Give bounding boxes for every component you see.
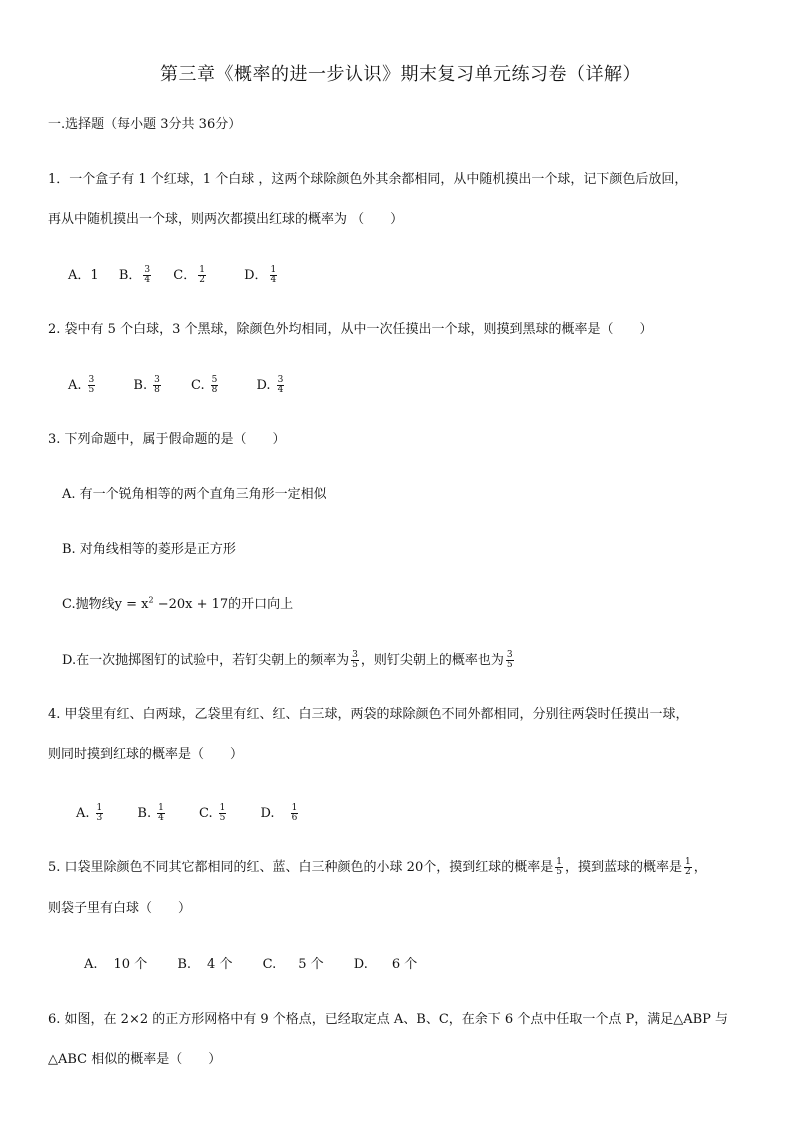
q2-text-line1: 2. 袋中有 5 个白球，3 个黑球，除颜色外均相同，从中一次任摸出一个球，则摸到黑球的概率是（ ） xyxy=(48,322,653,337)
q5-option-c[interactable]: C. 5 个 xyxy=(262,957,324,972)
fraction: $\frac{5}{8}$ xyxy=(211,375,218,395)
q1-text-line2: 再从中随机摸出一个球，则两次都摸出红球的概率为 （ ） xyxy=(48,212,404,227)
q2-option-a[interactable]: A. $\frac{3}{5}$ xyxy=(68,375,95,395)
q3-option-b[interactable]: B. 对角线相等的菱形是正方形 xyxy=(62,542,236,557)
q6-text-line2: △ABC 相似的概率是（ ） xyxy=(48,1052,222,1067)
q2-option-b[interactable]: B. $\frac{3}{8}$ xyxy=(133,375,160,395)
q2-options xyxy=(68,376,302,395)
fraction: $\frac{3}{4}$ xyxy=(144,265,151,285)
fraction: $\frac{3}{5}$ xyxy=(506,650,513,670)
fraction: $\frac{1}{4}$ xyxy=(270,265,277,285)
q1-text-line1: 1．一个盒子有 1 个红球，1 个白球 ，这两个球除颜色外其余都相同，从中随机摸出一个球，记下颜色后放回， xyxy=(48,172,688,187)
q4-option-a[interactable]: A. $\frac{1}{3}$ xyxy=(76,803,103,823)
fraction: $\frac{1}{6}$ xyxy=(291,803,298,823)
q5-option-a[interactable]: A. 10 个 xyxy=(84,957,148,972)
fraction: $\frac{1}{5}$ xyxy=(556,857,562,877)
q1-options xyxy=(68,266,295,285)
fraction: $\frac{1}{2}$ xyxy=(199,265,205,285)
document-title: 第三章《概率的进一步认识》期末复习单元练习卷（详解） xyxy=(160,64,641,85)
fraction: $\frac{3}{5}$ xyxy=(88,375,95,395)
q2-option-c[interactable]: C. $\frac{5}{8}$ xyxy=(190,375,218,395)
q5-text-line2: 则袋子里有白球（ ） xyxy=(48,901,192,916)
q4-options xyxy=(76,804,316,823)
q1-option-c[interactable]: C． $\frac{1}{2}$ xyxy=(173,265,205,285)
q4-option-b[interactable]: B. $\frac{1}{4}$ xyxy=(137,803,164,823)
fraction: $\frac{3}{5}$ xyxy=(352,650,358,670)
fraction: $\frac{1}{5}$ xyxy=(219,803,226,823)
fraction: $\frac{3}{4}$ xyxy=(277,375,284,395)
q3-text-line1: 3. 下列命题中，属于假命题的是（ ） xyxy=(48,432,286,447)
q5-option-b[interactable]: B. 4 个 xyxy=(177,957,233,972)
q3-option-a[interactable]: A. 有一个锐角相等的两个直角三角形一定相似 xyxy=(62,487,327,502)
fraction: $\frac{1}{4}$ xyxy=(158,803,164,823)
q5-option-d[interactable]: D. 6 个 xyxy=(353,957,418,972)
q4-text-line1: 4. 甲袋里有红、白两球，乙袋里有红、红、白三球，两袋的球除颜色不同外都相同，分别往两袋时任摸出一球， xyxy=(48,707,689,722)
fraction: $\frac{3}{8}$ xyxy=(154,375,160,395)
q6-text-line1: 6. 如图，在 2×2 的正方形网格中有 9 个格点，已经取定点 A、B、C，在余下 6 个点中任取一个点 P，满足△ABP 与 xyxy=(48,1012,729,1027)
q3-option-d[interactable]: D.在一次抛掷图钉的试验中，若钉尖朝上的频率为 $\frac{3}{5}$ ，则钉尖朝上的概率也为 $\frac{3}{5}$ xyxy=(62,650,513,670)
q5-options xyxy=(84,956,433,974)
fraction: $\frac{1}{3}$ xyxy=(96,803,103,823)
q1-option-a[interactable]: A．1 xyxy=(68,268,99,283)
q1-option-b[interactable]: B． $\frac{3}{4}$ xyxy=(118,265,151,285)
q3-option-c[interactable]: C.抛物线$y = x^2 -20x + 17$的开口向上 xyxy=(62,595,294,612)
q4-option-c[interactable]: C. $\frac{1}{5}$ xyxy=(198,803,226,823)
q2-option-d[interactable]: D. $\frac{3}{4}$ xyxy=(256,375,284,395)
q1-option-d[interactable]: D． $\frac{1}{4}$ xyxy=(244,265,277,285)
fraction: $\frac{1}{2}$ xyxy=(684,857,691,877)
math-expression: $y = x^2 -20x + 17$ xyxy=(114,595,229,612)
q5-text-line1: 5. 口袋里除颜色不同其它都相同的红、蓝、白三种颜色的小球 20个，摸到红球的概率是 $\frac{1}{5}$ ，摸到蓝球的概率是 $\frac{1}{2}$ ， xyxy=(48,857,707,877)
section-heading: 一.选择题（每小题 3分共 36分） xyxy=(48,117,242,132)
q4-option-d[interactable]: D. $\frac{1}{6}$ xyxy=(260,803,298,823)
q4-text-line2: 则同时摸到红球的概率是（ ） xyxy=(48,747,244,762)
